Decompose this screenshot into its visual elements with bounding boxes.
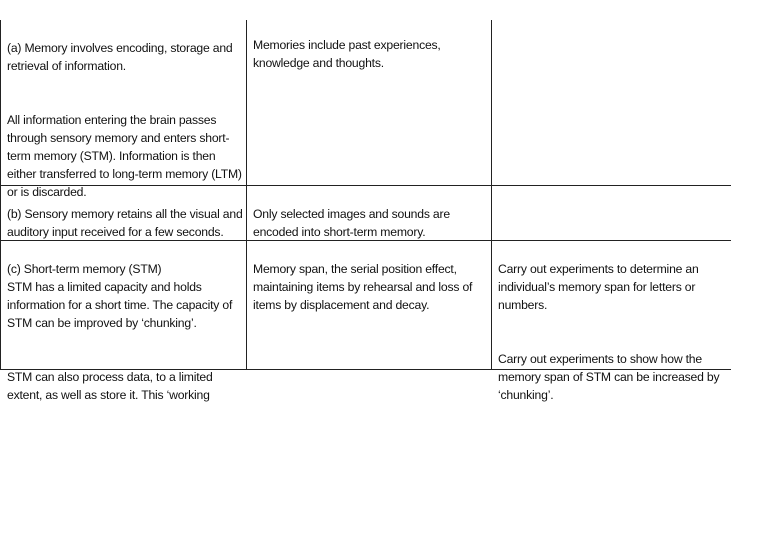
table-border-left [0,20,1,370]
table-cell-row-c-col-3 [498,242,730,422]
cell-paragraph: All information entering the brain passes through sensory memory and enters short- term memory (STM). Information is then either transferred to long-term memory (LTM) or is discarded. [7,113,242,199]
table-divider-col1-col2 [246,20,247,370]
cell-paragraph: Carry out experiments to show how the memory span of STM can be increased by ‘chunking’. [498,352,720,402]
table-cell-row-c-col-1 [7,242,243,422]
cell-paragraph: Memory span, the serial position effect, maintaining items by rehearsal and loss of items by displacement and decay. [253,262,473,312]
cell-paragraph: (c) Short-term memory (STM) STM has a limited capacity and holds information for a short time. The capacity of STM can be improved by ‘chunking’. [7,262,233,330]
table-divider-col2-col3 [491,20,492,370]
cell-paragraph: Only selected images and sounds are encoded into short-term memory. [253,207,450,239]
cell-paragraph: Carry out experiments to determine an individual’s memory span for letters or numbers. [498,262,699,312]
cell-paragraph: Memories include past experiences, knowledge and thoughts. [253,38,441,70]
cell-paragraph: (b) Sensory memory retains all the visual and auditory input received for a few seconds. [7,207,243,239]
cell-paragraph: (a) Memory involves encoding, storage and retrieval of information. [7,41,233,73]
cell-paragraph: STM can also process data, to a limited extent, as well as store it. This ‘working [7,370,213,402]
table-cell-row-a-col-2 [253,18,489,90]
table-cell-row-c-col-2 [253,242,489,332]
